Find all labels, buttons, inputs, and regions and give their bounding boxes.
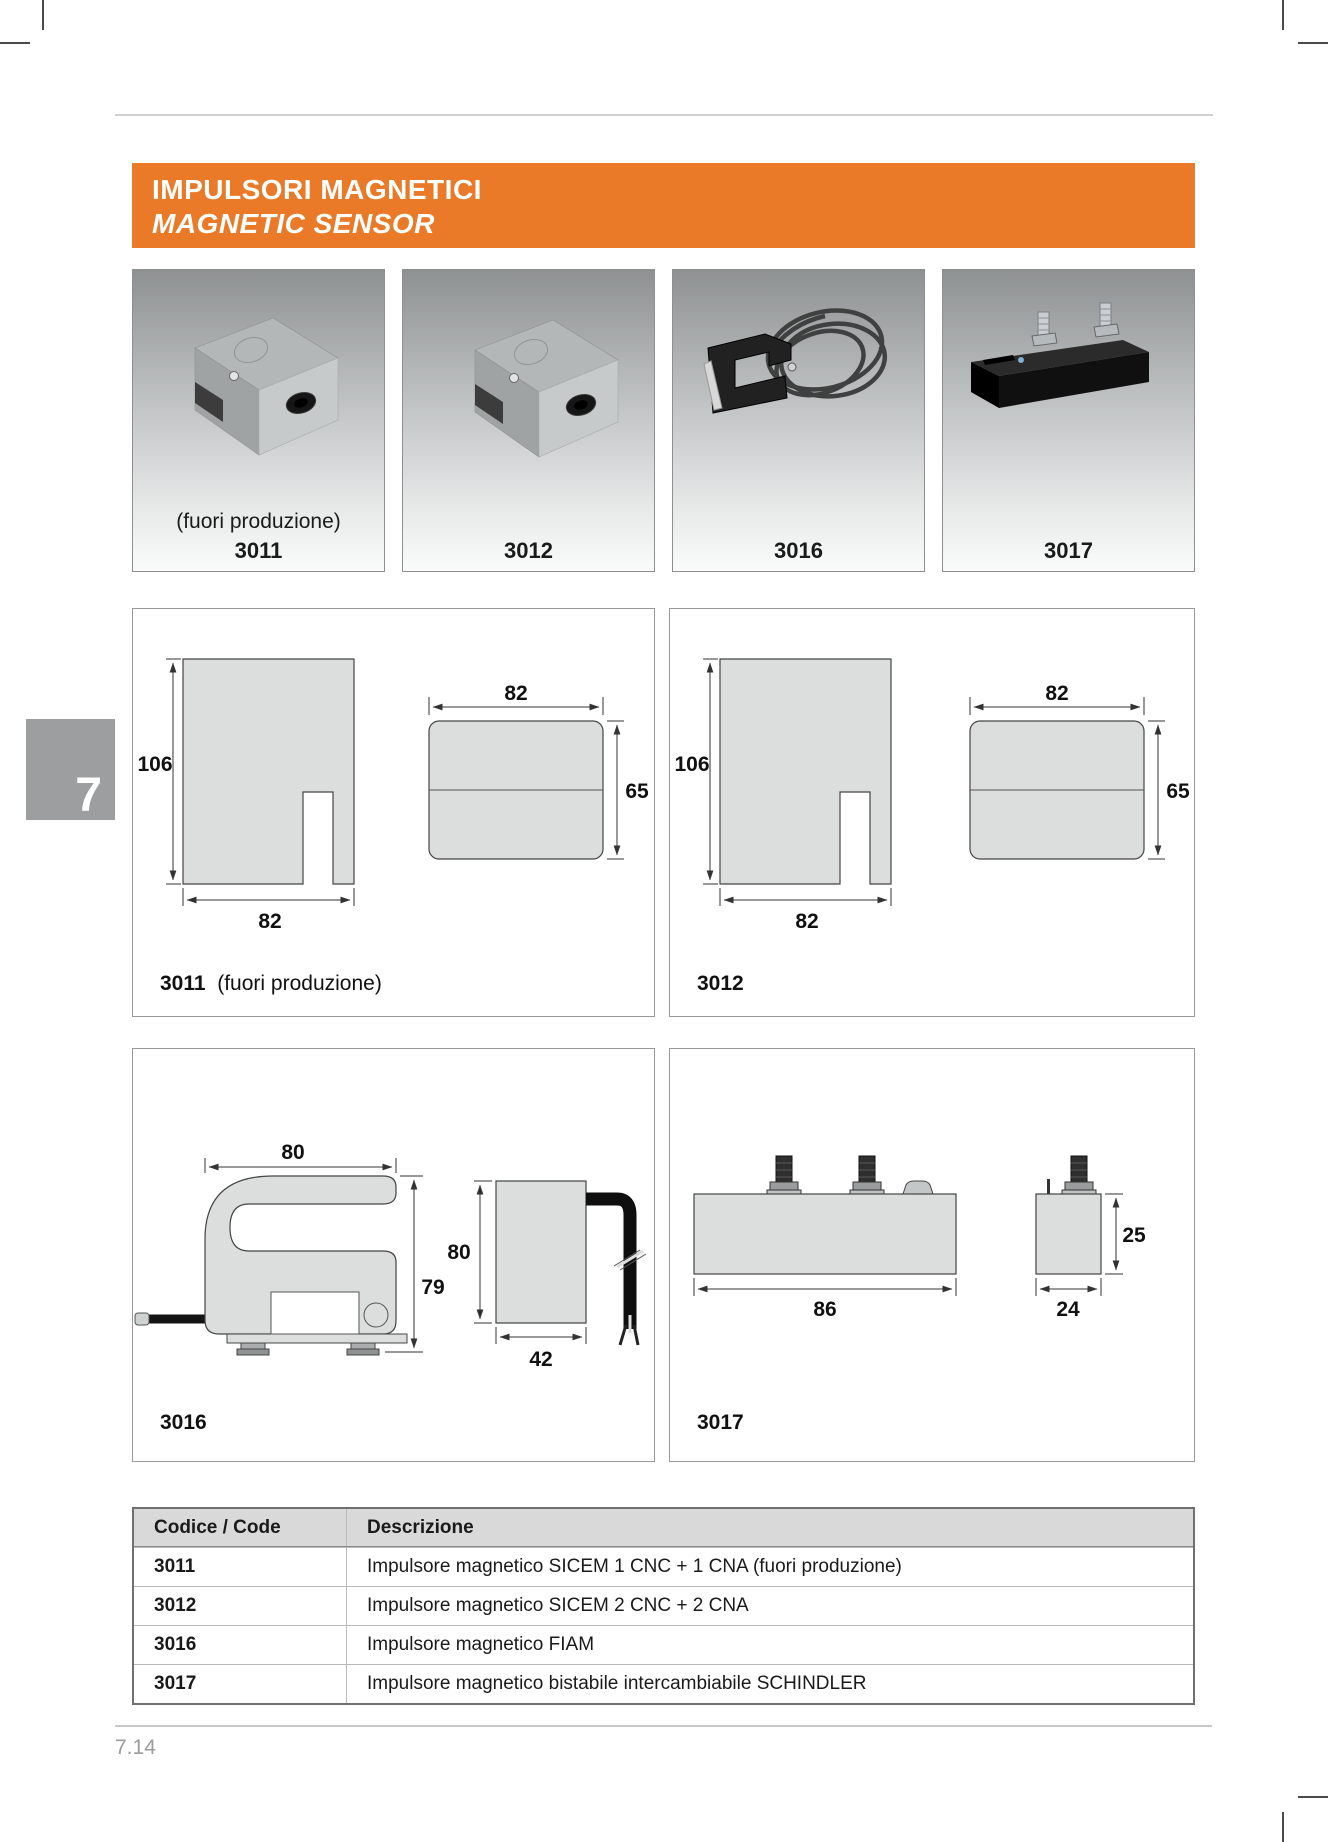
drawing-panel-3016 — [132, 1048, 655, 1462]
section-title-italian: IMPULSORI MAGNETICI — [152, 174, 482, 205]
technical-drawing-3017 — [670, 1049, 1194, 1461]
page-number: 7.14 — [115, 1736, 156, 1759]
screw — [1094, 303, 1119, 337]
crop-mark-bottom-right-v — [1282, 1812, 1284, 1842]
table-row — [134, 1586, 1193, 1625]
dim-side-width: 82 — [504, 682, 528, 705]
screw — [767, 1156, 801, 1194]
screw — [1032, 312, 1057, 346]
pin — [1047, 1179, 1050, 1194]
table-row — [134, 1625, 1193, 1664]
footer-divider — [115, 1725, 1212, 1727]
crop-mark-top-right-h — [1298, 42, 1328, 44]
product-code: 3011 — [134, 1548, 347, 1586]
dim-width: 82 — [795, 910, 819, 933]
section-banner — [132, 163, 1195, 248]
table-row — [134, 1664, 1193, 1703]
table-row — [134, 1547, 1193, 1586]
product-photo-box-3017 — [942, 269, 1195, 572]
table-header-row — [134, 1509, 1193, 1547]
label-recess — [271, 1292, 359, 1334]
product-description: Impulsore magnetico FIAM — [367, 1634, 595, 1655]
table-header-desc: Descrizione — [367, 1516, 474, 1538]
photo-code: 3011 — [234, 538, 283, 563]
product-description: Impulsore magnetico bistabile intercambiabile SCHINDLER — [367, 1673, 867, 1694]
drawing-panel-3017 — [669, 1048, 1195, 1462]
technical-drawing-3011 — [133, 609, 654, 1016]
product-photo-3012 — [403, 270, 654, 500]
product-photo-box-3012 — [402, 269, 655, 572]
table-header-code: Codice / Code — [134, 1509, 347, 1546]
chapter-tab — [26, 719, 115, 820]
top-divider — [115, 114, 1213, 116]
dim-side-width: 42 — [529, 1348, 553, 1371]
dim-front-width: 86 — [813, 1298, 837, 1321]
section-title-english: MAGNETIC SENSOR — [152, 208, 435, 239]
photo-note: (fuori produzione) — [176, 510, 341, 533]
product-description: Impulsore magnetico SICEM 1 CNC + 1 CNA (fuori produzione) — [367, 1556, 902, 1577]
front-view-shape — [183, 659, 354, 884]
dim-side-height: 80 — [447, 1241, 471, 1264]
drawing-label-3011: 3011 (fuori produzione) — [160, 972, 382, 995]
dim-side-height: 65 — [1166, 780, 1190, 803]
dim-height: 106 — [674, 753, 710, 776]
product-photo-3017 — [943, 270, 1194, 500]
cap-bump — [903, 1181, 933, 1194]
dim-side-height: 25 — [1122, 1224, 1146, 1247]
side-view-shape — [496, 1181, 586, 1323]
product-table — [132, 1507, 1195, 1705]
product-code: 3012 — [134, 1587, 347, 1625]
technical-drawing-3012 — [670, 609, 1194, 1016]
photo-code: 3016 — [774, 538, 823, 563]
dim-body-width: 80 — [281, 1141, 305, 1164]
crop-mark-top-left-h — [0, 42, 30, 44]
chapter-number: 7 — [75, 769, 102, 822]
product-photo-3011 — [133, 270, 384, 500]
base-plate — [227, 1334, 407, 1343]
dim-side-height: 65 — [625, 780, 649, 803]
product-photo-box-3011 — [132, 269, 385, 572]
front-view-shape — [720, 659, 891, 884]
front-view-shape — [694, 1194, 956, 1274]
product-photo-3016 — [673, 270, 924, 500]
drawing-label-3012: 3012 — [697, 972, 744, 995]
dim-side-width: 82 — [1045, 682, 1069, 705]
screw — [1062, 1156, 1096, 1194]
crop-mark-top-left-v — [42, 0, 44, 30]
drawing-panel-3011 — [132, 608, 655, 1017]
crop-mark-bottom-right-h — [1298, 1796, 1328, 1798]
screw — [850, 1156, 884, 1194]
product-code: 3017 — [134, 1665, 347, 1703]
photo-code: 3012 — [504, 538, 553, 563]
drawing-panel-3012 — [669, 608, 1195, 1017]
photo-code: 3017 — [1044, 538, 1093, 563]
dim-body-height: 79 — [421, 1276, 445, 1299]
side-view-shape — [1036, 1194, 1101, 1274]
crop-mark-top-right-v — [1282, 0, 1284, 30]
dim-width: 82 — [258, 910, 282, 933]
product-photo-box-3016 — [672, 269, 925, 572]
dim-side-width: 24 — [1056, 1298, 1080, 1321]
drawing-label-3016: 3016 — [160, 1411, 207, 1434]
dim-height: 106 — [137, 753, 173, 776]
product-code: 3016 — [134, 1626, 347, 1664]
product-description: Impulsore magnetico SICEM 2 CNC + 2 CNA — [367, 1595, 749, 1616]
drawing-label-3017: 3017 — [697, 1411, 744, 1434]
technical-drawing-3016 — [133, 1049, 654, 1461]
